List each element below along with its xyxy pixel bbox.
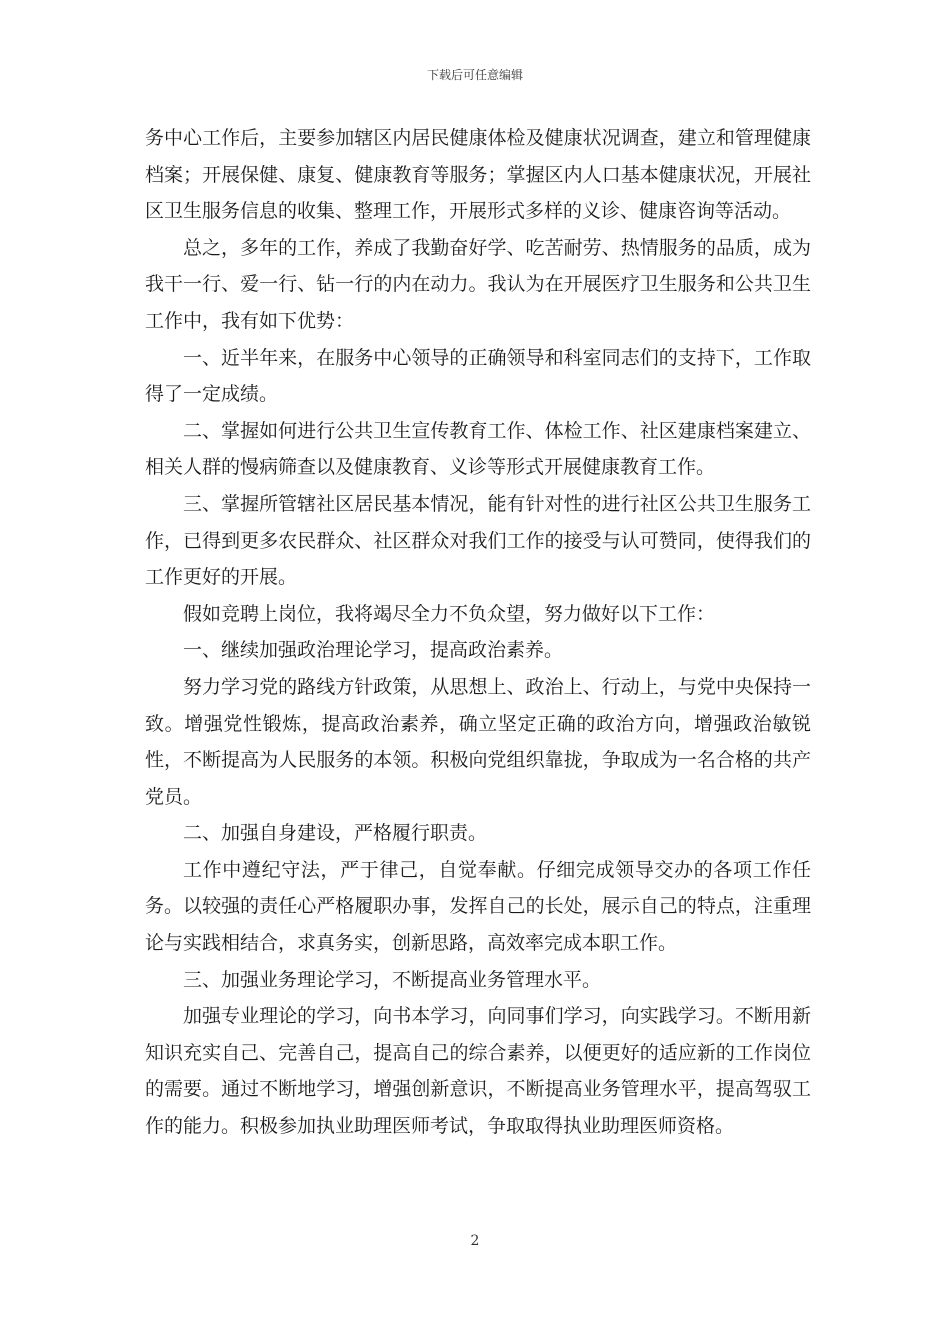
page-header: 下载后可任意编辑 xyxy=(426,68,523,82)
paragraph-1: 务中心工作后，主要参加辖区内居民健康体检及健康状况调查，建立和管理健康档案；开展保健、康复、健康教育等服务；掌握区内人口基本健康状况，开展社区卫生服务信息的收集、整理工作，开展形式多样的义诊、健康咨询等活动。 xyxy=(145,127,811,223)
paragraph-3: 一、近半年来，在服务中心领导的正确领导和科室同志们的支持下，工作取得了一定成绩。 xyxy=(145,346,811,406)
paragraph-2: 总之，多年的工作，养成了我勤奋好学、吃苦耐劳、热情服务的品质，成为我干一行、爱一行、钻一行的内在动力。我认为在开展医疗卫生服务和公共卫生工作中，我有如下优势： xyxy=(145,236,811,332)
page-number: 2 xyxy=(470,1233,480,1249)
section-heading-1: 一、继续加强政治理论学习，提高政治素养。 xyxy=(183,639,564,662)
paragraph-8: 工作中遵纪守法，严于律己，自觉奉献。仔细完成领导交办的各项工作任务。以较强的责任心严格履职办事，发挥自己的长处，展示自己的特点，注重理论与实践相结合，求真务实，创新思路，高效率完成本职工作。 xyxy=(145,858,811,955)
paragraph-9: 加强专业理论的学习，向书本学习，向同事们学习，向实践学习。不断用新知识充实自己、完善自己，提高自己的综合素养，以便更好的适应新的工作岗位的需要。通过不断地学习，增强创新意识，不断提高业务管理水平，提高驾驭工作的能力。积极参加执业助理医师考试，争取取得执业助理医师资格。 xyxy=(145,1005,811,1138)
paragraph-5: 三、掌握所管辖社区居民基本情况，能有针对性的进行社区公共卫生服务工作，已得到更多农民群众、社区群众对我们工作的接受与认可赞同，使得我们的工作更好的开展。 xyxy=(145,492,811,589)
paragraph-7: 努力学习党的路线方针政策，从思想上、政治上、行动上，与党中央保持一致。增强党性锻炼，提高政治素养，确立坚定正确的政治方向，增强政治敏锐性，不断提高为人民服务的本领。积极向党组织靠拢，争取成为一名合格的共产党员。 xyxy=(145,675,811,808)
paragraph-6: 假如竞聘上岗位，我将竭尽全力不负众望，努力做好以下工作： xyxy=(183,602,716,625)
paragraph-4: 二、掌握如何进行公共卫生宣传教育工作、体检工作、社区建康档案建立、相关人群的慢病筛查以及健康教育、义诊等形式开展健康教育工作。 xyxy=(145,419,811,479)
section-heading-3: 三、加强业务理论学习，不断提高业务管理水平。 xyxy=(183,968,602,991)
section-heading-2: 二、加强自身建设，严格履行职责。 xyxy=(183,822,488,845)
document-body xyxy=(145,120,811,1145)
